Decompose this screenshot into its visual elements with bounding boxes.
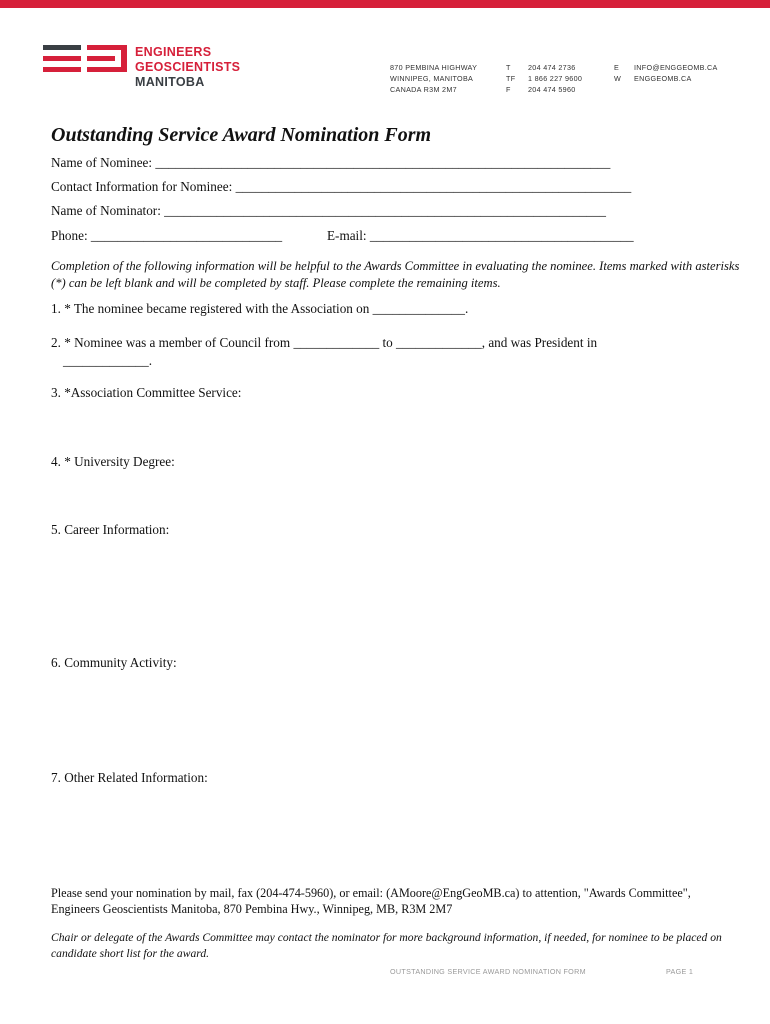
footer-page-number: PAGE 1 (666, 967, 694, 976)
intro-instructions: Completion of the following information will be helpful to the Awards Committee in evaluating the nominee. Items marked with asterisks (*) can be left blank and will be completed by staff. Please complete the remaining items. (51, 259, 740, 290)
address-line: WINNIPEG, MANITOBA (390, 73, 474, 83)
form-title: Outstanding Service Award Nomination Form (51, 124, 432, 146)
question-university-degree[interactable]: 4. * University Degree: (51, 454, 175, 469)
email-link[interactable]: INFO@ENGGEOMB.CA (634, 63, 718, 72)
question-council-membership[interactable]: 2. * Nominee was a member of Council from _____________ to _____________, and was President in (51, 335, 598, 350)
question-career-information[interactable]: 5. Career Information: (51, 522, 170, 537)
web-labels (614, 63, 621, 85)
phone-label: T (506, 63, 511, 72)
question-committee-service[interactable]: 3. *Association Committee Service: (51, 385, 242, 400)
address-line: 870 PEMBINA HIGHWAY (390, 63, 478, 72)
phone-field[interactable]: Phone: _____________________________ (51, 228, 283, 243)
address-line: CANADA R3M 2M7 (390, 84, 457, 94)
phone-labels (506, 63, 515, 95)
question-council-president-year[interactable]: _____________. (63, 353, 153, 368)
address-block (390, 63, 477, 95)
footer-document-name: OUTSTANDING SERVICE AWARD NOMINATION FORM (390, 967, 586, 976)
phone-label: F (506, 84, 511, 94)
logo-line-geoscientists: GEOSCIENTISTS (135, 60, 241, 74)
nominator-name-field[interactable]: Name of Nominator: ___________________________________________________________________ (51, 203, 606, 218)
website-link[interactable]: ENGGEOMB.CA (634, 73, 692, 83)
submission-instructions: Please send your nomination by mail, fax (204-474-5960), or email: (AMoore@EngGeoMB.ca) to attention, "Awards Committee", Engineers Geoscientists Manitoba, 870 Pembina Hwy., Winnipeg, MB, R3M 2M7 (51, 886, 691, 916)
question-community-activity[interactable]: 6. Community Activity: (51, 655, 177, 670)
web-label: W (614, 73, 622, 83)
logo-mark-icon (43, 45, 127, 79)
phone-value: 204 474 2736 (528, 63, 576, 72)
logo-line-manitoba: MANITOBA (135, 75, 205, 89)
nominee-name-field[interactable]: Name of Nominee: _____________________________________________________________________ (51, 155, 611, 170)
nominee-contact-field[interactable]: Contact Information for Nominee: ____________________________________________________________ (51, 179, 632, 194)
phone-value: 1 866 227 9600 (528, 73, 583, 83)
phone-values (528, 63, 582, 95)
logo-line-engineers: ENGINEERS (135, 45, 212, 59)
phone-label: TF (506, 73, 516, 83)
web-label: E (614, 63, 620, 72)
question-registration-date[interactable]: 1. * The nominee became registered with the Association on ______________. (51, 301, 469, 316)
top-accent-bar (0, 0, 770, 8)
question-other-information[interactable]: 7. Other Related Information: (51, 770, 208, 785)
chair-note: Chair or delegate of the Awards Committee may contact the nominator for more background information, if needed, for nominee to be placed on candidate short list for the award. (51, 931, 722, 960)
organization-logo (43, 45, 263, 95)
web-values (634, 63, 718, 85)
logo-wordmark (135, 45, 240, 90)
phone-value: 204 474 5960 (528, 84, 576, 94)
email-field[interactable]: E-mail: ________________________________________ (327, 228, 634, 243)
